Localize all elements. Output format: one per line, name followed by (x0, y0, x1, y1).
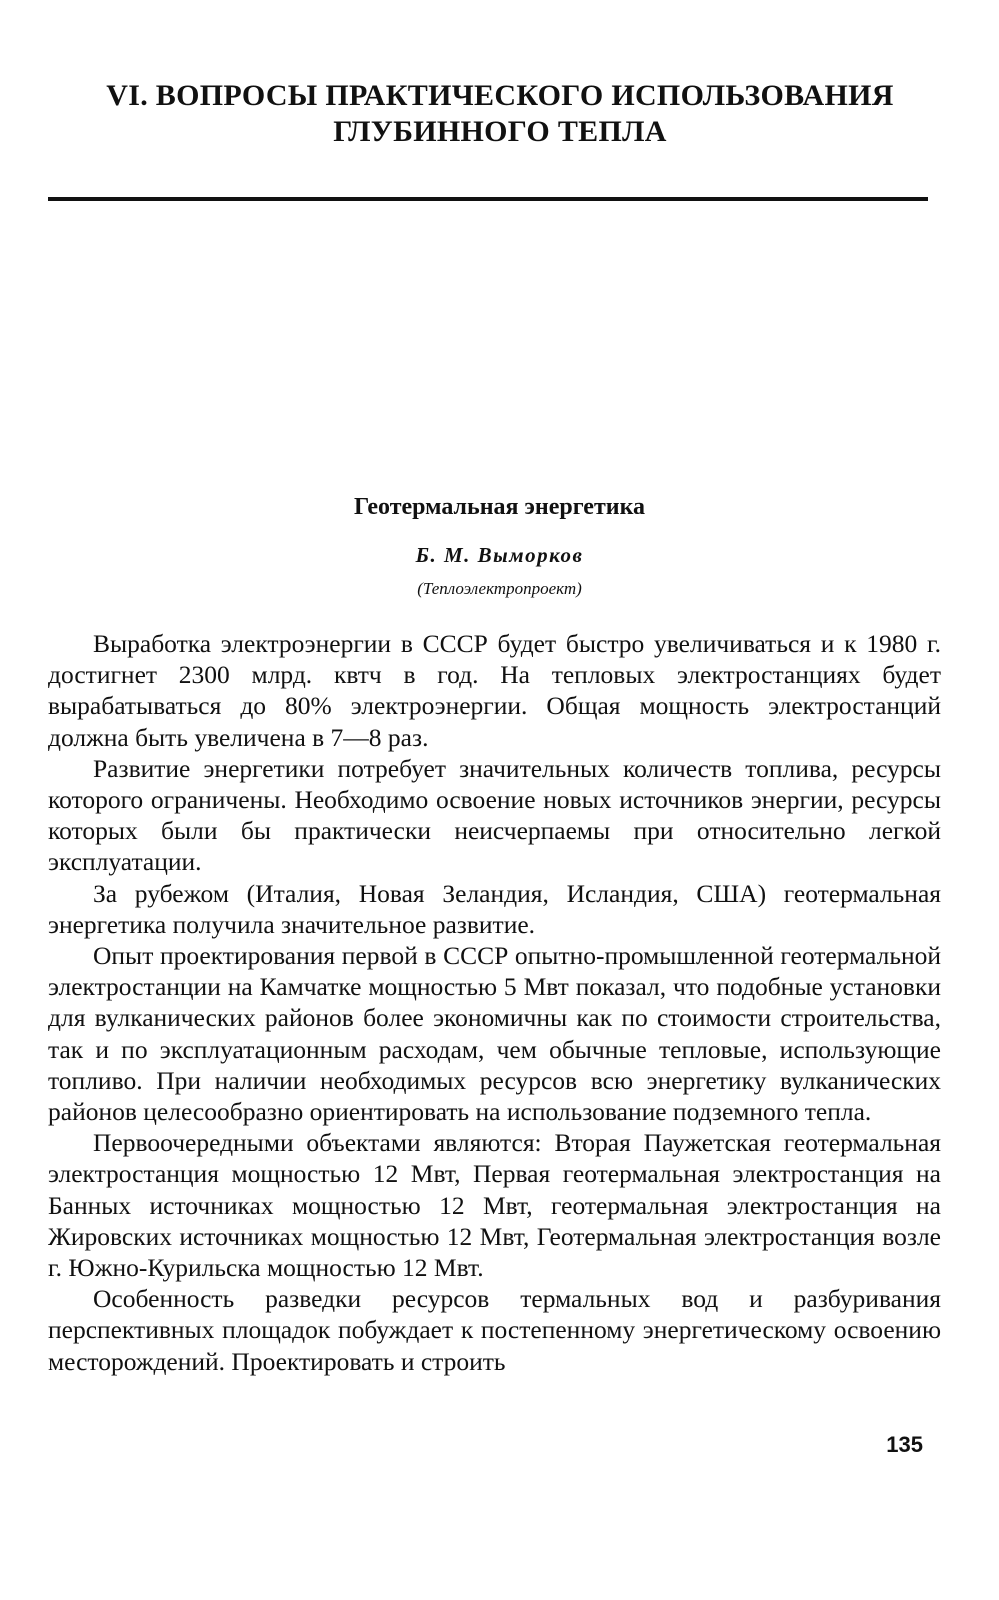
article-body (48, 628, 941, 1377)
article-author: Б. М. Выморков (415, 543, 584, 567)
paragraph: За рубежом (Италия, Новая Зеландия, Исландия, США) геотермальная энергетика получила значительное развитие. (48, 878, 941, 939)
paragraph: Особенность разведки ресурсов термальных вод и разбуривания перспективных площадок побуждает к постепенному энергетическому освоению месторождений. Проектировать и строить (48, 1284, 941, 1376)
page-number: 135 (886, 1432, 923, 1457)
chapter-title (60, 78, 940, 150)
paragraph: Первоочередными объектами являются: Вторая Паужетская геотермальная электростанция мощностью 12 Мвт, Первая геотермальная электростанция на Банных источниках мощностью 12 Мвт, геотермальная электростанция на Жировских источниках мощностью 12 Мвт, Геотермальная электростанция возле г. Южно-Курильска мощностью 12 Мвт. (48, 1128, 941, 1283)
author-affiliation: (Теплоэлектропроект) (417, 579, 582, 598)
paragraph: Опыт проектирования первой в СССР опытно-промышленной геотермальной электростанции на Камчатке мощностью 5 Мвт показал, что подобные установки для вулканических районов более экономичны как по стоимости строительства, так и по эксплуатационным расходам, чем обычные тепловые, использующие топливо. При наличии необходимых ресурсов всю энергетику вулканических районов целесообразно ориентировать на использование подземного тепла. (48, 941, 941, 1127)
article-title: Геотермальная энергетика (353, 494, 646, 520)
chapter-title-line-1: VI. ВОПРОСЫ ПРАКТИЧЕСКОГО ИСПОЛЬЗОВАНИЯ (106, 79, 894, 112)
paragraph: Развитие энергетики потребует значительных количеств топлива, ресурсы которого ограничены. Необходимо освоение новых источников энергии, ресурсы которых были бы практически неисчерпаемы при относительно легкой эксплуатации. (48, 753, 941, 877)
chapter-title-line-2: ГЛУБИННОГО ТЕПЛА (333, 115, 667, 148)
paragraph: Выработка электроэнергии в СССР будет быстро увеличиваться и к 1980 г. достигнет 2300 млрд. квтч в год. На тепловых электростанциях будет вырабатываться до 80% электроэнергии. Общая мощность электростанций должна быть увеличена в 7—8 раз. (48, 629, 941, 752)
chapter-divider (48, 197, 928, 201)
